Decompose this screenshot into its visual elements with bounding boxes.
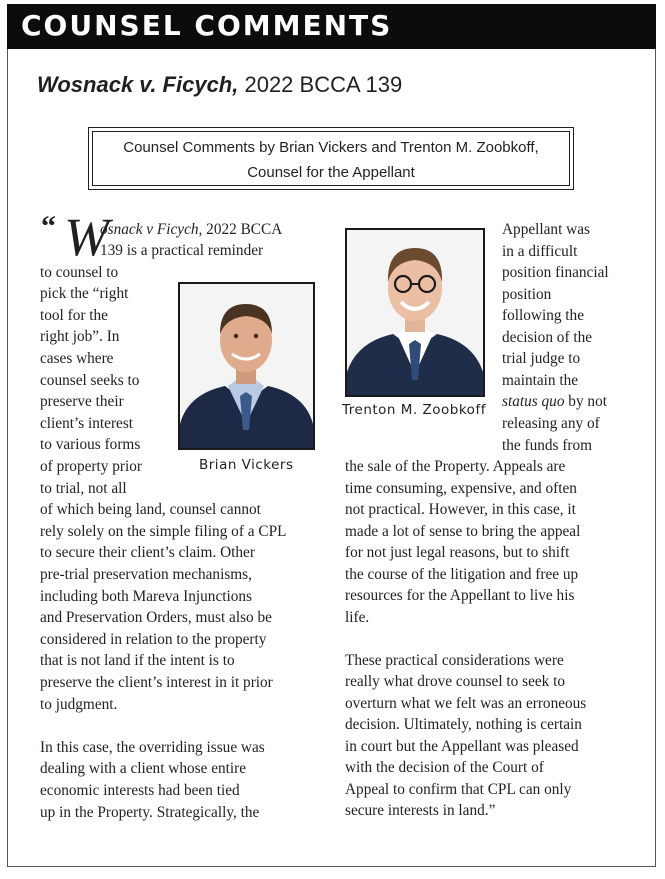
left-column-line: to secure their client’s claim. Other [40, 544, 255, 562]
left-column-line: and Preservation Orders, must also be [40, 609, 272, 627]
left-column-line: dealing with a client whose entire [40, 760, 247, 778]
left-column-line: up in the Property. Strategically, the [40, 803, 260, 821]
right-column-line [502, 391, 607, 412]
right-column-line: secure interests in land.” [345, 802, 496, 819]
right-column-line: really what drove counsel to seek to [345, 673, 566, 690]
photo-brian-vickers [178, 282, 315, 450]
right-column-line: Appellant was [502, 221, 590, 238]
right-column-line: Appeal to confirm that CPL can only [345, 780, 572, 798]
right-column-line: time consuming, expensive, and often [345, 479, 577, 497]
left-column-line: to various forms [40, 436, 141, 454]
opening-rest: 2022 BCCA [202, 221, 283, 238]
status-quo-italic: status quo [502, 393, 565, 410]
left-column-line: that is not land if the intent is to [40, 652, 235, 670]
case-title [37, 72, 402, 98]
left-column-line: to judgment. [40, 695, 118, 713]
right-column-line: decision. Ultimately, nothing is certain [345, 716, 582, 733]
left-column-line: to trial, not all [40, 479, 127, 497]
right-column-line: the funds from [502, 436, 593, 454]
dropcap-letter: W [64, 207, 109, 267]
dropcap-quote: “ [41, 210, 56, 243]
case-name: Wosnack v. Ficych, [37, 72, 239, 97]
byline-box [88, 127, 574, 190]
byline-line-2: Counsel for the Appellant [247, 164, 415, 181]
right-column-line: These practical considerations were [345, 651, 564, 669]
left-column-line: tool for the [40, 306, 108, 324]
left-column-line: counsel seeks to [40, 371, 140, 389]
right-column-line: decision of the [502, 328, 593, 346]
left-column-line: economic interests had been tied [40, 782, 240, 799]
left-column-line: pick the “right [40, 285, 129, 303]
right-column-line: resources for the Appellant to live his [345, 587, 575, 604]
case-citation: 2022 BCCA 139 [238, 72, 403, 97]
caption-brian-vickers: Brian Vickers [199, 457, 294, 473]
case-name-italic: osnack v Ficych, [100, 221, 203, 238]
left-column-line: preserve their [40, 393, 124, 411]
right-column-line: in a difficult [502, 242, 578, 260]
right-column-line: the sale of the Property. Appeals are [345, 458, 566, 475]
caption-trenton-zoobkoff: Trenton M. Zoobkoff [342, 402, 486, 418]
right-column-line: position financial [502, 264, 609, 281]
banner-title: COUNSEL COMMENTS [21, 9, 393, 42]
left-column-line: considered in relation to the property [40, 630, 267, 648]
right-column-line: for not just legal reasons, but to shift [345, 544, 570, 561]
left-column-line: right job”. In [40, 328, 120, 346]
left-column-line: cases where [40, 350, 114, 367]
status-quo-rest: by not [564, 393, 607, 410]
right-column-line: trial judge to [502, 350, 581, 367]
right-column-line: life. [345, 608, 370, 626]
right-column-line: in court but the Appellant was pleased [345, 737, 579, 755]
banner [7, 4, 656, 49]
left-column-line: 139 is a practical reminder [100, 242, 264, 259]
portrait-trenton-icon [347, 230, 483, 395]
right-column-line: with the decision of the Court of [345, 759, 544, 776]
photo-trenton-zoobkoff [345, 228, 485, 397]
right-column-line: the course of the litigation and free up [345, 565, 579, 583]
right-column-line: overturn what we felt was an erroneous [345, 694, 587, 712]
byline-line-1: Counsel Comments by Brian Vickers and Trenton M. Zoobkoff, [123, 139, 539, 156]
left-column-line: rely solely on the simple filing of a CPL [40, 522, 287, 540]
right-column-line: made a lot of sense to bring the appeal [345, 522, 581, 540]
right-column-line: releasing any of [502, 415, 600, 432]
left-column-line: pre-trial preservation mechanisms, [40, 566, 252, 583]
left-column-line: In this case, the overriding issue was [40, 738, 265, 756]
left-column-line: of which being land, counsel cannot [40, 501, 261, 519]
left-opening-line [100, 219, 282, 240]
left-column-line: including both Mareva Injunctions [40, 587, 252, 605]
left-column-line: preserve the client’s interest in it prior [40, 674, 273, 691]
right-column-line: position [502, 285, 552, 303]
portrait-brian-icon [180, 284, 313, 448]
right-column-line: maintain the [502, 371, 579, 389]
left-column-line: client’s interest [40, 414, 134, 432]
left-column-line: of property prior [40, 458, 142, 475]
left-column-line: to counsel to [40, 263, 119, 281]
right-column-line: not practical. However, in this case, it [345, 501, 576, 518]
byline-inner [92, 131, 570, 186]
right-column-line: following the [502, 307, 584, 324]
